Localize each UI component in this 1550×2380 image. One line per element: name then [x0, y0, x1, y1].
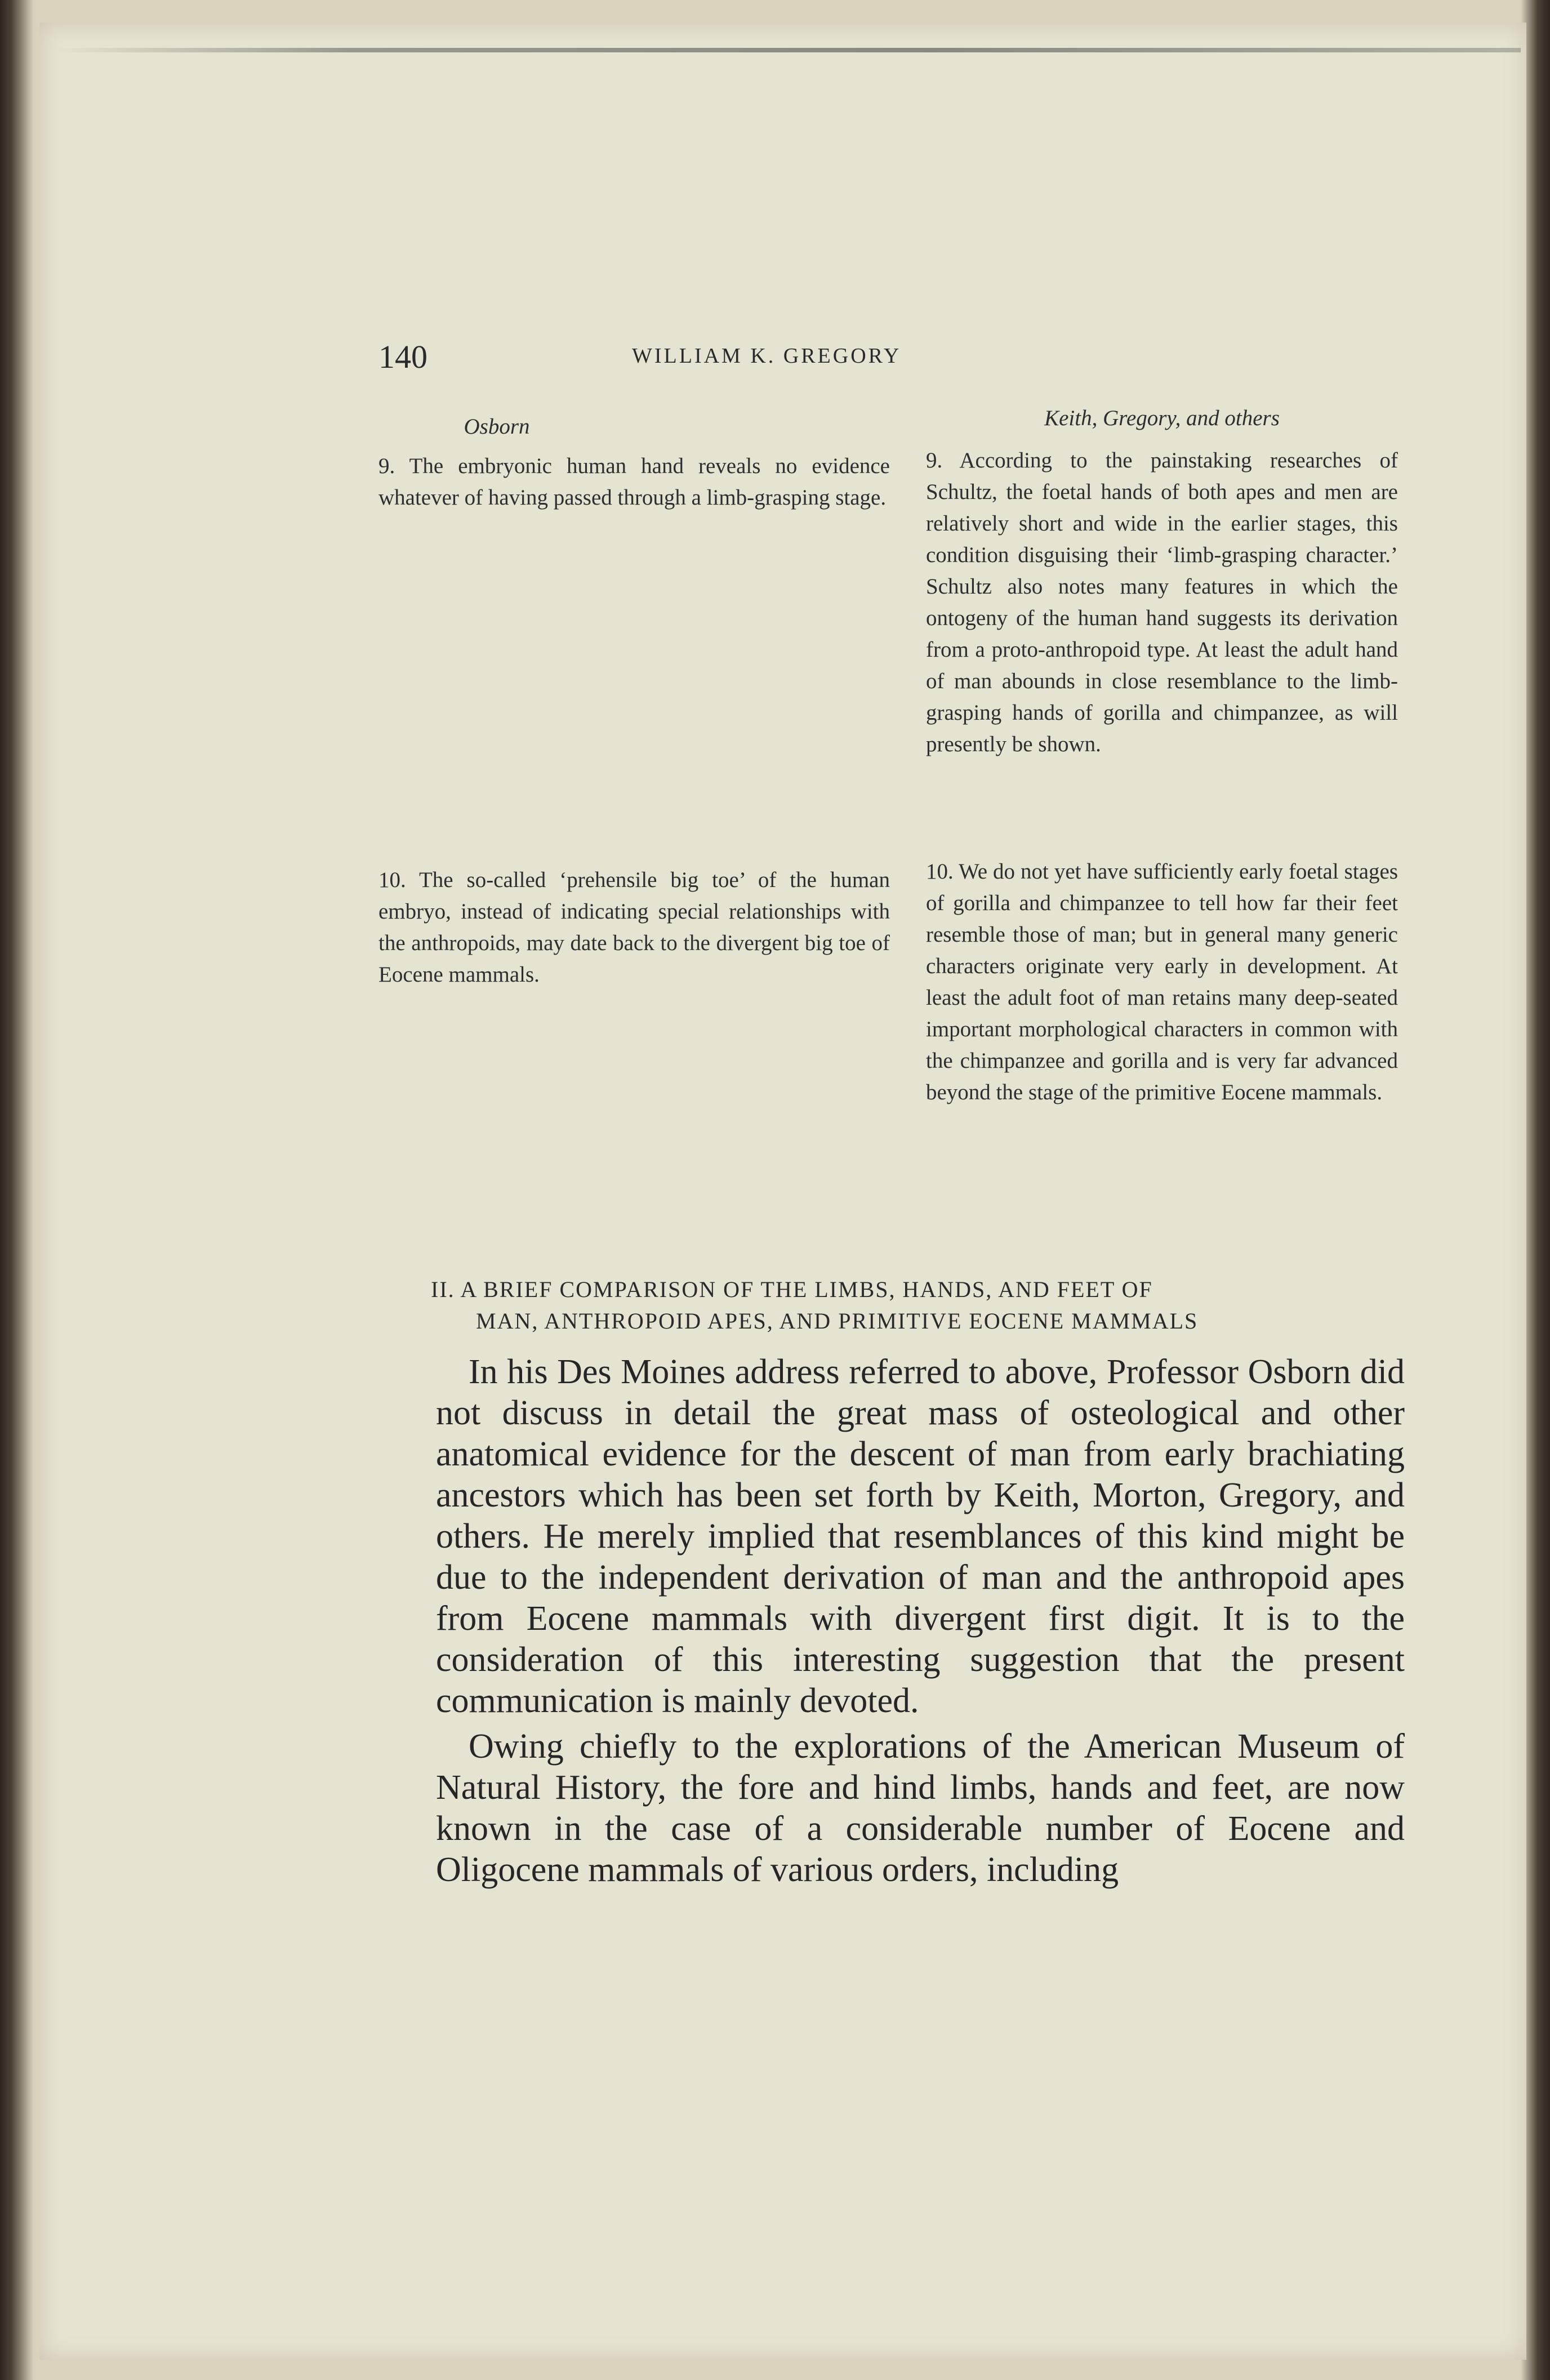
- body-text: [436, 1352, 1405, 1895]
- section-heading-line-1: II. A BRIEF COMPARISON OF THE LIMBS, HANDS, AND FEET OF: [431, 1277, 1153, 1302]
- right-item-10: 10. We do not yet have sufficiently early foetal stages of gorilla and chimpanzee to tell how far their feet resemble those of man; but in general many generic characters originate very early in development. At least the adult foot of man retains many deep-seated important morphological characters in common with the chimpanzee and gorilla and is very far advanced beyond the stage of the primitive Eocene mammals.: [926, 859, 1398, 1104]
- section-heading: [431, 1274, 1422, 1337]
- body-paragraph-1: In his Des Moines address referred to above, Professor Osborn did not discuss in detail the great mass of osteological and other anatomical evidence for the descent of man from early brachiating ancestors which has been set forth by Keith, Morton, Gregory, and others. He merely implied that resemblances of this kind might be due to the independent derivation of man and the anthropoid apes from Eocene mammals with divergent first digit. It is to the consideration of this interesting suggestion that the present communication is mainly devoted.: [436, 1353, 1405, 1720]
- right-column-heading: Keith, Gregory, and others: [1044, 406, 1280, 430]
- left-column-heading: Osborn: [464, 415, 530, 439]
- top-edge-rule: [56, 48, 1521, 52]
- running-head: WILLIAM K. GREGORY: [632, 344, 902, 368]
- page-number: 140: [378, 338, 427, 375]
- right-item-9: 9. According to the painstaking researches of Schultz, the foetal hands of both apes and men are relatively short and wide in the earlier stages, this condition disguising their ‘limb-grasping character.’ Schultz also notes many features in which the ontogeny of the human hand suggests its derivation from a proto-anthropoid type. At least the adult hand of man abounds in close resemblance to the limb-grasping hands of gorilla and chimpanzee, as will presently be shown.: [926, 448, 1398, 756]
- section-heading-line-2: MAN, ANTHROPOID APES, AND PRIMITIVE EOCENE MAMMALS: [476, 1308, 1199, 1334]
- left-item-9: 9. The embryonic human hand reveals no evidence whatever of having passed through a limb-grasping stage.: [378, 454, 890, 510]
- page-header: [378, 338, 1409, 383]
- body-paragraph-2: Owing chiefly to the explorations of the American Museum of Natural History, the fore and hind limbs, hands and feet, are now known in the case of a considerable number of Eocene and Oligocene mammals of various orders, including: [436, 1727, 1405, 1889]
- left-item-10: 10. The so-called ‘prehensile big toe’ of the human embryo, instead of indicating special relationships with the anthropoids, may date back to the divergent big toe of Eocene mammals.: [378, 868, 890, 987]
